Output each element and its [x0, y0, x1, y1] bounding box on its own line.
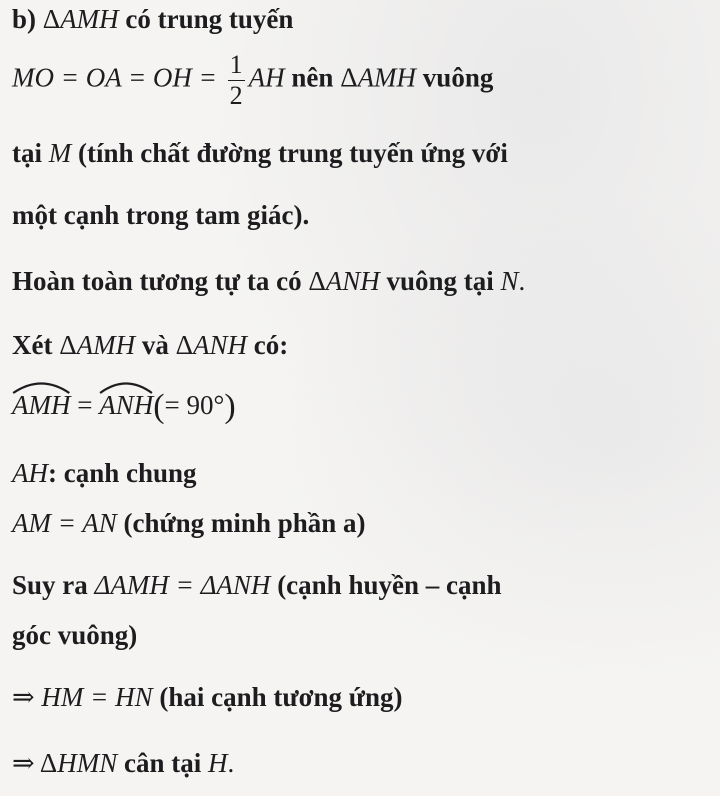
- line-text: (tính chất đường trung tuyến ứng với: [78, 138, 508, 168]
- line-text: Hoàn toàn tương tự ta có: [12, 266, 302, 296]
- line-text: Suy ra: [12, 570, 88, 600]
- open-paren: (: [153, 388, 165, 425]
- line-text: nên: [291, 62, 334, 93]
- line-text: góc vuông): [12, 620, 138, 650]
- angle-arc-icon: [12, 380, 70, 394]
- triangle-name: HMN: [57, 748, 118, 778]
- text-line-7: [12, 380, 236, 426]
- triangle-name: AMH: [76, 330, 136, 360]
- angle-name: ANH: [99, 390, 154, 420]
- point-name: N: [500, 266, 519, 296]
- triangle-symbol: Δ: [59, 330, 77, 360]
- equals-sign: =: [70, 390, 100, 420]
- triangle-name: ANH: [325, 266, 380, 296]
- line-text: (cạnh huyền – cạnh: [277, 570, 502, 600]
- angle-value: = 90°: [164, 390, 225, 420]
- point-name: H: [208, 748, 228, 778]
- text-line-9: [12, 508, 366, 539]
- text-line-1: [12, 4, 293, 35]
- line-text: vuông tại: [386, 266, 494, 296]
- line-text: một cạnh trong tam giác).: [12, 200, 310, 230]
- close-paren: ): [224, 388, 236, 425]
- text-line-3: [12, 138, 508, 169]
- text-line-4: [12, 200, 309, 231]
- triangle-symbol: Δ: [42, 4, 61, 34]
- segment-name: AH: [12, 458, 48, 488]
- triangle-name: AMH: [60, 4, 119, 34]
- text-line-12: [12, 682, 403, 713]
- text-line-11: [12, 620, 137, 651]
- implies-arrow: ⇒: [12, 682, 35, 712]
- triangle-symbol: Δ: [175, 330, 193, 360]
- fraction: [228, 52, 245, 109]
- angle-arc-icon: [99, 380, 153, 394]
- text-line-8: [12, 458, 197, 489]
- implies-arrow: ⇒: [12, 748, 35, 778]
- triangle-symbol: Δ: [308, 266, 326, 296]
- triangle-name: ANH: [192, 330, 247, 360]
- line-text: và: [141, 330, 169, 360]
- triangle-name: AMH: [357, 62, 417, 93]
- text-line-10: [12, 570, 502, 601]
- triangle-symbol: Δ: [340, 62, 358, 93]
- fraction-numerator: 1: [229, 50, 243, 79]
- part-label: b): [12, 4, 37, 34]
- line-text: tại: [12, 138, 42, 168]
- angle-name: AMH: [12, 390, 71, 420]
- period: .: [518, 266, 526, 296]
- period: .: [227, 748, 235, 778]
- text-line-13: [12, 748, 234, 779]
- line-text: Xét: [12, 330, 53, 360]
- segment-name: AH: [248, 62, 285, 93]
- line-text: cân tại: [124, 748, 202, 778]
- equation: MO = OA = OH =: [12, 62, 224, 93]
- line-text: vuông: [422, 62, 494, 93]
- angle-anh: [99, 380, 153, 421]
- text-line-6: [12, 330, 288, 361]
- line-text: (chứng minh phần a): [123, 508, 366, 538]
- line-text: (hai cạnh tương ứng): [159, 682, 403, 712]
- equation: HM = HN: [41, 682, 153, 712]
- line-text: có trung tuyến: [125, 4, 294, 34]
- angle-amh: [12, 380, 70, 421]
- text-line-2: [12, 52, 493, 109]
- fraction-denominator: 2: [229, 81, 243, 110]
- equation: AM = AN: [12, 508, 117, 538]
- line-text: : cạnh chung: [48, 458, 197, 488]
- line-text: có:: [253, 330, 289, 360]
- text-line-5: [12, 266, 525, 297]
- point-name: M: [48, 138, 72, 168]
- triangle-symbol: Δ: [39, 748, 58, 778]
- equation: ΔAMH = ΔANH: [94, 570, 271, 600]
